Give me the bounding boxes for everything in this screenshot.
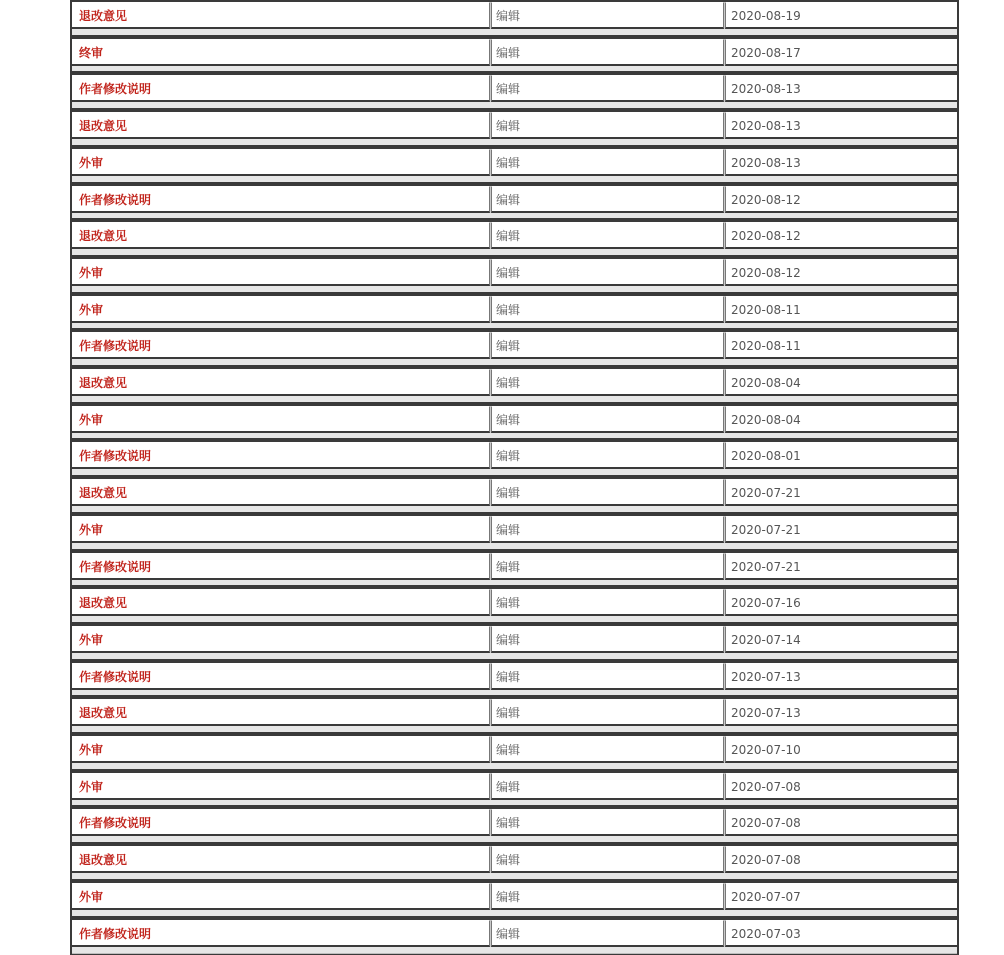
edit-link[interactable]: 编辑 [491,553,724,580]
table-row [72,626,957,655]
table-row [72,479,957,508]
table-row [72,920,957,949]
review-type-link[interactable]: 外审 [72,883,490,910]
date-cell: 2020-07-13 [725,663,957,690]
table-row [72,663,957,692]
date-cell: 2020-08-04 [725,369,957,396]
date-cell: 2020-08-17 [725,39,957,66]
table-row [72,883,957,912]
date-cell: 2020-07-10 [725,736,957,763]
table-row [72,2,957,31]
review-type-link[interactable]: 外审 [72,773,490,800]
review-type-link[interactable]: 外审 [72,149,490,176]
table-row [72,809,957,838]
edit-link[interactable]: 编辑 [491,442,724,469]
table-row [72,553,957,582]
edit-link[interactable]: 编辑 [491,296,724,323]
edit-link[interactable]: 编辑 [491,846,724,873]
edit-link[interactable]: 编辑 [491,369,724,396]
edit-link[interactable]: 编辑 [491,259,724,286]
edit-link[interactable]: 编辑 [491,663,724,690]
date-cell: 2020-08-12 [725,222,957,249]
edit-link[interactable]: 编辑 [491,773,724,800]
review-type-link[interactable]: 外审 [72,626,490,653]
table-row [72,736,957,765]
date-cell: 2020-07-08 [725,809,957,836]
review-type-link[interactable]: 终审 [72,39,490,66]
review-type-link[interactable]: 退改意见 [72,589,490,616]
review-type-link[interactable]: 作者修改说明 [72,920,490,947]
edit-link[interactable]: 编辑 [491,112,724,139]
review-type-link[interactable]: 外审 [72,406,490,433]
review-type-link[interactable]: 退改意见 [72,479,490,506]
table-row [72,846,957,875]
date-cell: 2020-07-13 [725,699,957,726]
review-type-link[interactable]: 作者修改说明 [72,442,490,469]
review-type-link[interactable]: 退改意见 [72,369,490,396]
date-cell: 2020-07-14 [725,626,957,653]
date-cell: 2020-08-01 [725,442,957,469]
date-cell: 2020-07-16 [725,589,957,616]
table-row [72,773,957,802]
date-cell: 2020-08-13 [725,112,957,139]
edit-link[interactable]: 编辑 [491,332,724,359]
review-type-link[interactable]: 退改意见 [72,846,490,873]
review-type-link[interactable]: 退改意见 [72,2,490,29]
date-cell: 2020-08-04 [725,406,957,433]
review-history-table [70,0,959,955]
review-type-link[interactable]: 外审 [72,296,490,323]
edit-link[interactable]: 编辑 [491,149,724,176]
table-row [72,442,957,471]
date-cell: 2020-08-13 [725,75,957,102]
table-row [72,75,957,104]
review-type-link[interactable]: 退改意见 [72,699,490,726]
date-cell: 2020-07-03 [725,920,957,947]
table-row [72,516,957,545]
table-row [72,149,957,178]
edit-link[interactable]: 编辑 [491,920,724,947]
review-type-link[interactable]: 作者修改说明 [72,75,490,102]
table-row [72,259,957,288]
table-row [72,222,957,251]
review-type-link[interactable]: 作者修改说明 [72,663,490,690]
edit-link[interactable]: 编辑 [491,2,724,29]
table-row [72,39,957,68]
review-type-link[interactable]: 外审 [72,259,490,286]
edit-link[interactable]: 编辑 [491,626,724,653]
edit-link[interactable]: 编辑 [491,736,724,763]
edit-link[interactable]: 编辑 [491,75,724,102]
date-cell: 2020-07-21 [725,516,957,543]
date-cell: 2020-08-19 [725,2,957,29]
edit-link[interactable]: 编辑 [491,39,724,66]
table-row [72,589,957,618]
edit-link[interactable]: 编辑 [491,406,724,433]
review-type-link[interactable]: 作者修改说明 [72,809,490,836]
edit-link[interactable]: 编辑 [491,222,724,249]
date-cell: 2020-08-11 [725,296,957,323]
table-row [72,699,957,728]
date-cell: 2020-08-12 [725,259,957,286]
review-type-link[interactable]: 退改意见 [72,112,490,139]
edit-link[interactable]: 编辑 [491,883,724,910]
table-row [72,186,957,215]
date-cell: 2020-08-13 [725,149,957,176]
edit-link[interactable]: 编辑 [491,699,724,726]
review-type-link[interactable]: 作者修改说明 [72,186,490,213]
review-type-link[interactable]: 外审 [72,516,490,543]
edit-link[interactable]: 编辑 [491,516,724,543]
date-cell: 2020-07-08 [725,773,957,800]
edit-link[interactable]: 编辑 [491,809,724,836]
date-cell: 2020-08-11 [725,332,957,359]
date-cell: 2020-07-21 [725,479,957,506]
table-row [72,296,957,325]
date-cell: 2020-07-21 [725,553,957,580]
edit-link[interactable]: 编辑 [491,589,724,616]
table-row [72,369,957,398]
table-row [72,332,957,361]
edit-link[interactable]: 编辑 [491,479,724,506]
review-type-link[interactable]: 外审 [72,736,490,763]
review-type-link[interactable]: 作者修改说明 [72,553,490,580]
date-cell: 2020-07-08 [725,846,957,873]
edit-link[interactable]: 编辑 [491,186,724,213]
review-type-link[interactable]: 作者修改说明 [72,332,490,359]
date-cell: 2020-08-12 [725,186,957,213]
date-cell: 2020-07-07 [725,883,957,910]
table-row [72,406,957,435]
review-type-link[interactable]: 退改意见 [72,222,490,249]
table-row [72,112,957,141]
